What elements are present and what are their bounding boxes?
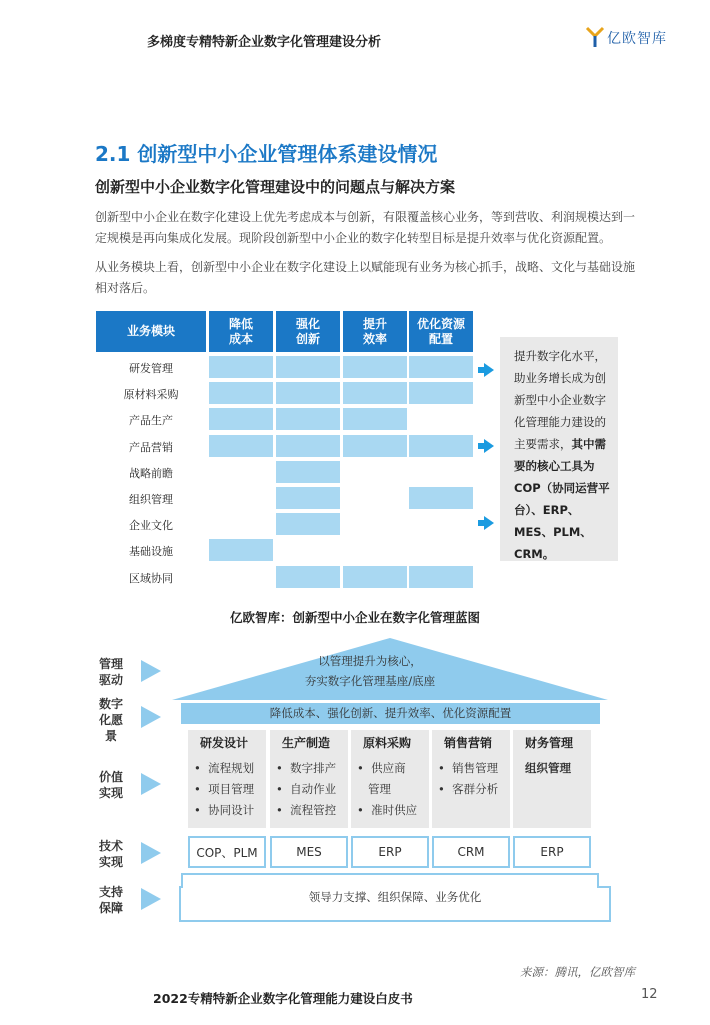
bullet-icon: • <box>357 761 372 775</box>
matrix-header-module: 业务模块 <box>96 311 206 352</box>
matrix-cell-filled <box>409 382 473 404</box>
logo-mark-icon <box>585 26 605 48</box>
layer-label: 管理 驱动 <box>98 657 123 687</box>
value-column-item: • 流程规划 <box>194 761 255 775</box>
matrix-row-label: 战略前瞻 <box>129 466 173 480</box>
layer-label: 技术 实现 <box>98 839 123 869</box>
value-column <box>351 730 429 828</box>
value-column-item: 管理 <box>357 779 417 800</box>
value-column <box>270 730 348 828</box>
matrix-header-goal: 强化 创新 <box>276 311 340 352</box>
bullet-icon: • <box>276 782 291 796</box>
value-column-item: • 销售管理 <box>438 761 499 775</box>
matrix-header-goal: 降低 成本 <box>209 311 273 352</box>
paragraph-2: 从业务模块上看，创新型中小企业在数字化建设上以赋能现有业务为核心抓手，战略、文化与基础设施相对落后。 <box>95 260 636 295</box>
bullet-icon: • <box>438 782 453 796</box>
matrix-cell-filled <box>343 566 407 588</box>
section-title: 2.1 创新型中小企业管理体系建设情况 <box>95 142 438 166</box>
value-column-item: • 供应商 <box>357 761 406 775</box>
requirement-note-box <box>500 337 618 561</box>
matrix-cell-filled <box>209 539 273 561</box>
vision-band: 降低成本、强化创新、提升效率、优化资源配置 <box>181 703 600 724</box>
layer-label: 数字 化愿 景 <box>98 697 123 743</box>
bullet-icon: • <box>276 761 291 775</box>
matrix-cell-filled <box>409 487 473 509</box>
matrix-cell-filled <box>343 382 407 404</box>
value-column-title: 财务管理 <box>525 736 574 750</box>
matrix-cell-filled <box>209 382 273 404</box>
matrix-cell-filled <box>209 408 273 430</box>
matrix-cell-filled <box>409 566 473 588</box>
tech-box: COP、PLM <box>188 836 266 868</box>
value-column-item: • 项目管理 <box>194 782 255 796</box>
matrix-cell-filled <box>276 566 340 588</box>
tech-box: MES <box>270 836 348 868</box>
matrix-cell-filled <box>409 356 473 378</box>
value-column <box>188 730 266 828</box>
matrix-row-label: 原材料采购 <box>123 388 179 402</box>
matrix-row-label: 产品营销 <box>129 440 173 454</box>
matrix-cell-filled <box>276 356 340 378</box>
matrix-row-label: 企业文化 <box>129 519 173 533</box>
logo-text: 亿欧智库 <box>607 31 667 47</box>
value-column-item: • 准时供应 <box>357 803 418 817</box>
matrix-cell-filled <box>209 435 273 457</box>
note-bold-text: 其中需要的核心工具为COP（协同运营平台）、ERP、MES、PLM、CRM。 <box>514 437 610 561</box>
roof-line-1: 以管理提升为核心， <box>318 654 422 668</box>
matrix-cell-filled <box>276 435 340 457</box>
value-column-item: • 自动作业 <box>276 782 337 796</box>
tech-box: CRM <box>432 836 510 868</box>
value-column-title: 原料采购 <box>363 736 412 750</box>
matrix-cell-filled <box>343 408 407 430</box>
value-column-item: • 客群分析 <box>438 782 499 796</box>
support-text: 领导力支撑、组织保障、业务优化 <box>308 890 482 904</box>
bullet-icon: • <box>276 803 291 817</box>
note-normal-text: 提升数字化水平，助业务增长成为创新型中小企业数字化管理能力建设的主要需求， <box>514 349 606 451</box>
yiou-logo <box>585 26 675 48</box>
matrix-cell-filled <box>209 356 273 378</box>
value-column-title: 销售营销 <box>444 736 493 750</box>
page-number: 12 <box>641 987 658 1002</box>
bullet-icon: • <box>194 803 209 817</box>
matrix-cell-filled <box>343 435 407 457</box>
arrow-right-icon <box>484 516 494 530</box>
bullet-icon: • <box>194 782 209 796</box>
section-subtitle: 创新型中小企业数字化管理建设中的问题点与解决方案 <box>95 178 456 196</box>
arrow-right-icon <box>484 439 494 453</box>
matrix-header-goal: 提升 效率 <box>343 311 407 352</box>
value-column-title: 生产制造 <box>282 736 331 750</box>
chevron-right-icon <box>141 842 161 864</box>
value-column-title: 研发设计 <box>200 736 249 750</box>
matrix-cell-filled <box>276 382 340 404</box>
matrix-cell-filled <box>276 513 340 535</box>
matrix-cell-filled <box>409 435 473 457</box>
blueprint-caption: 亿欧智库：创新型中小企业在数字化管理蓝图 <box>229 610 480 625</box>
bullet-icon: • <box>438 761 453 775</box>
layer-label: 支持 保障 <box>98 885 123 915</box>
chevron-right-icon <box>141 706 161 728</box>
chevron-right-icon <box>141 660 161 682</box>
matrix-row-label: 基础设施 <box>129 545 173 559</box>
chevron-right-icon <box>141 888 161 910</box>
value-column <box>432 730 510 828</box>
document-header-title: 多梯度专精特新企业数字化管理建设分析 <box>147 35 382 50</box>
tech-box: ERP <box>513 836 591 868</box>
roof-line-2: 夯实数字化管理基座/底座 <box>304 674 436 688</box>
matrix-cell-filled <box>276 487 340 509</box>
value-column-item: • 流程管控 <box>276 803 337 817</box>
bullet-icon: • <box>357 803 372 817</box>
matrix-row-label: 区域协同 <box>129 571 173 585</box>
matrix-row-label: 产品生产 <box>129 414 173 428</box>
matrix-row-label: 组织管理 <box>129 493 173 506</box>
bullet-icon <box>357 782 368 796</box>
bullet-icon: • <box>194 761 209 775</box>
matrix-cell-filled <box>343 356 407 378</box>
source-note: 来源：腾讯，亿欧智库 <box>520 965 635 979</box>
tech-box: ERP <box>351 836 429 868</box>
paragraph-1: 创新型中小企业在数字化建设上优先考虑成本与创新，有限覆盖核心业务，等到营收、利润规模达到一定规模是再向集成化发展。现阶段创新型中小企业的数字化转型目标是提升效率与优化资源配置。 <box>95 210 636 245</box>
matrix-row-label: 研发管理 <box>129 362 173 375</box>
chevron-right-icon <box>141 773 161 795</box>
value-column <box>513 730 591 828</box>
matrix-header-goal: 优化资源 配置 <box>409 311 473 352</box>
value-column-item: • 协同设计 <box>194 803 255 817</box>
footer-title: 2022专精特新企业数字化管理能力建设白皮书 <box>153 991 413 1006</box>
matrix-cell-filled <box>276 408 340 430</box>
requirement-note-text <box>514 345 614 565</box>
value-column-item: • 数字排产 <box>276 761 337 775</box>
arrow-right-icon <box>484 363 494 377</box>
matrix-cell-filled <box>276 461 340 483</box>
value-column-item: 组织管理 <box>525 761 571 775</box>
layer-label: 价值 实现 <box>98 770 123 800</box>
